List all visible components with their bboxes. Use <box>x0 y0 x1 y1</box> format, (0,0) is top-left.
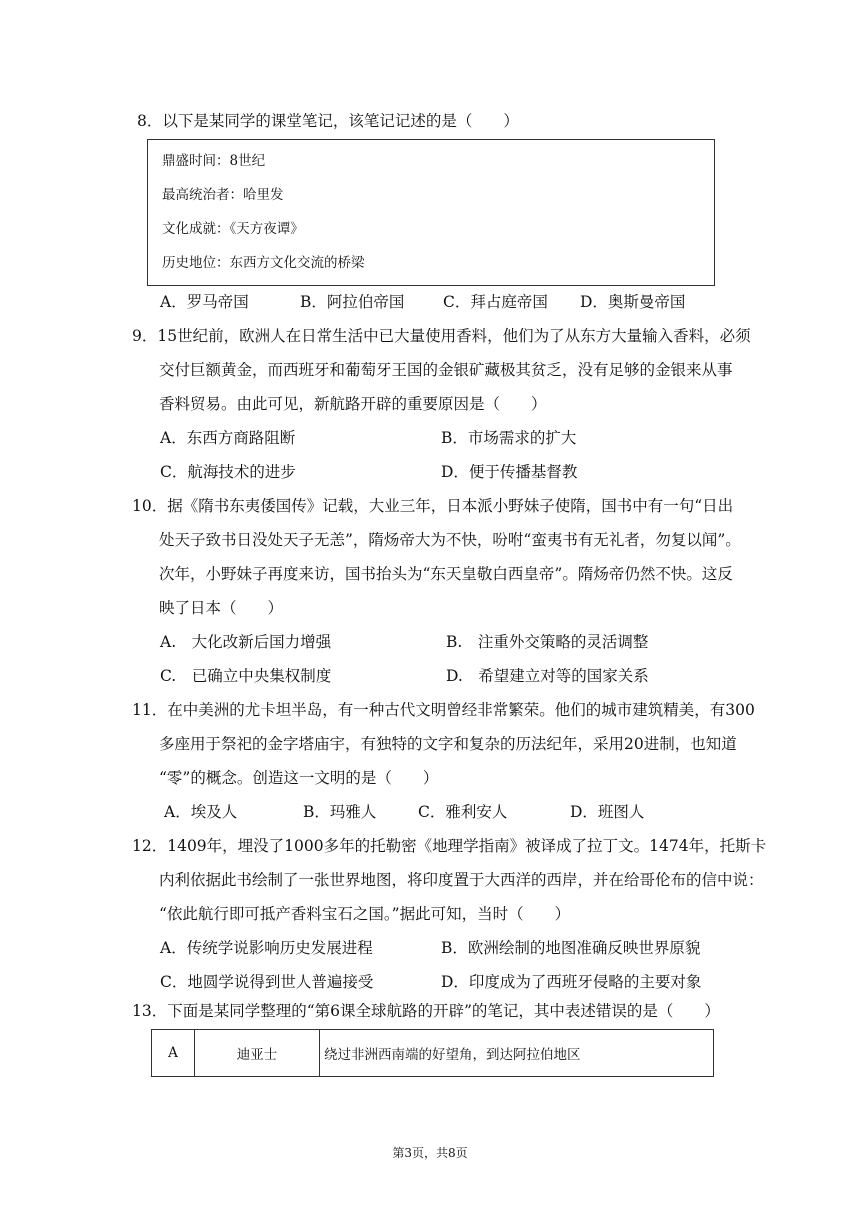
q10-stem-line: 处天子致书日没处天子无恙”，隋炀帝大为不快，吩咐“蛮夷书有无礼者，勿复以闻”。 <box>159 531 741 549</box>
row-name: 迪亚士 <box>195 1030 320 1077</box>
q12-stem-line: 12．1409年，埋没了1000多年的托勒密《地理学指南》被译成了拉丁文。1474年，托斯卡 <box>132 837 767 855</box>
q9-option-a: A．东西方商路阻断 <box>160 429 296 447</box>
note-line: 历史地位：东西方文化交流的桥梁 <box>162 255 365 271</box>
q9-option-b: B．市场需求的扩大 <box>441 429 577 447</box>
note-line: 最高统治者：哈里发 <box>162 187 284 203</box>
note-line: 文化成就：《天方夜谭》 <box>162 221 304 237</box>
note-line: 鼎盛时间：8世纪 <box>162 153 266 169</box>
q12-option-c: C．地圆学说得到世人普遍接受 <box>160 973 374 991</box>
q9-stem-line: 香料贸易。由此可见，新航路开辟的重要原因是（ ） <box>159 395 547 413</box>
q11-option-c: C．雅利安人 <box>418 803 508 821</box>
table-row <box>152 1030 714 1077</box>
q11-stem-line: 多座用于祭祀的金字塔庙宇，有独特的文字和复杂的历法纪年，采用20进制，也知道 <box>159 735 737 753</box>
q8-option-a: A．罗马帝国 <box>160 293 249 311</box>
row-letter: A <box>152 1030 195 1077</box>
q11-stem-line: “零”的概念。创造这一文明的是（ ） <box>159 769 439 787</box>
row-desc: 绕过非洲西南端的好望角，到达阿拉伯地区 <box>320 1030 714 1077</box>
q10-option-c: C. 已确立中央集权制度 <box>160 667 332 685</box>
q10-stem-line: 映了日本（ ） <box>159 599 284 617</box>
q9-stem-line: 交付巨额黄金，而西班牙和葡萄牙王国的金银矿藏极其贫乏，没有足够的金银来从事 <box>159 361 733 379</box>
q10-stem-line: 10．据《隋书东夷倭国传》记载，大业三年，日本派小野妹子使隋，国书中有一句“日出 <box>132 497 734 515</box>
page-number: 第3页，共8页 <box>392 1146 468 1160</box>
q12-option-d: D．印度成为了西班牙侵略的主要对象 <box>441 973 702 991</box>
q8-option-b: B．阿拉伯帝国 <box>300 293 405 311</box>
q13-stem: 13．下面是某同学整理的“第6课全球航路的开辟”的笔记，其中表述错误的是（ ） <box>132 1002 720 1020</box>
q8-stem: 8．以下是某同学的课堂笔记，该笔记记述的是（ ） <box>137 112 519 130</box>
q11-option-a: A．埃及人 <box>164 803 238 821</box>
q8-note-box <box>147 139 715 286</box>
q10-option-b: B. 注重外交策略的灵活调整 <box>446 633 649 651</box>
q12-stem-line: “依此航行即可抵产香料宝石之国。”据此可知，当时（ ） <box>159 905 571 923</box>
q8-option-c: C．拜占庭帝国 <box>443 293 548 311</box>
q10-option-d: D. 希望建立对等的国家关系 <box>446 667 649 685</box>
q9-stem-line: 9．15世纪前，欧洲人在日常生活中已大量使用香料，他们为了从东方大量输入香料，必须 <box>132 327 751 345</box>
q11-stem-line: 11．在中美洲的尤卡坦半岛，有一种古代文明曾经非常繁荣。他们的城市建筑精美，有300 <box>132 701 755 719</box>
q13-table <box>151 1029 714 1077</box>
q8-option-d: D．奥斯曼帝国 <box>580 293 686 311</box>
q11-option-b: B．玛雅人 <box>303 803 377 821</box>
q9-option-d: D．便于传播基督教 <box>441 463 578 481</box>
q12-option-b: B．欧洲绘制的地图准确反映世界原貌 <box>441 939 701 957</box>
q10-option-a: A. 大化改新后国力增强 <box>160 633 332 651</box>
q11-option-d: D．班图人 <box>570 803 645 821</box>
q12-option-a: A．传统学说影响历史发展进程 <box>160 939 373 957</box>
q12-stem-line: 内利依据此书绘制了一张世界地图，将印度置于大西洋的西岸，并在给哥伦布的信中说： <box>159 871 764 889</box>
q9-option-c: C．航海技术的进步 <box>160 463 296 481</box>
q10-stem-line: 次年，小野妹子再度来访，国书抬头为“东天皇敬白西皇帝”。隋炀帝仍然不快。这反 <box>159 565 733 583</box>
